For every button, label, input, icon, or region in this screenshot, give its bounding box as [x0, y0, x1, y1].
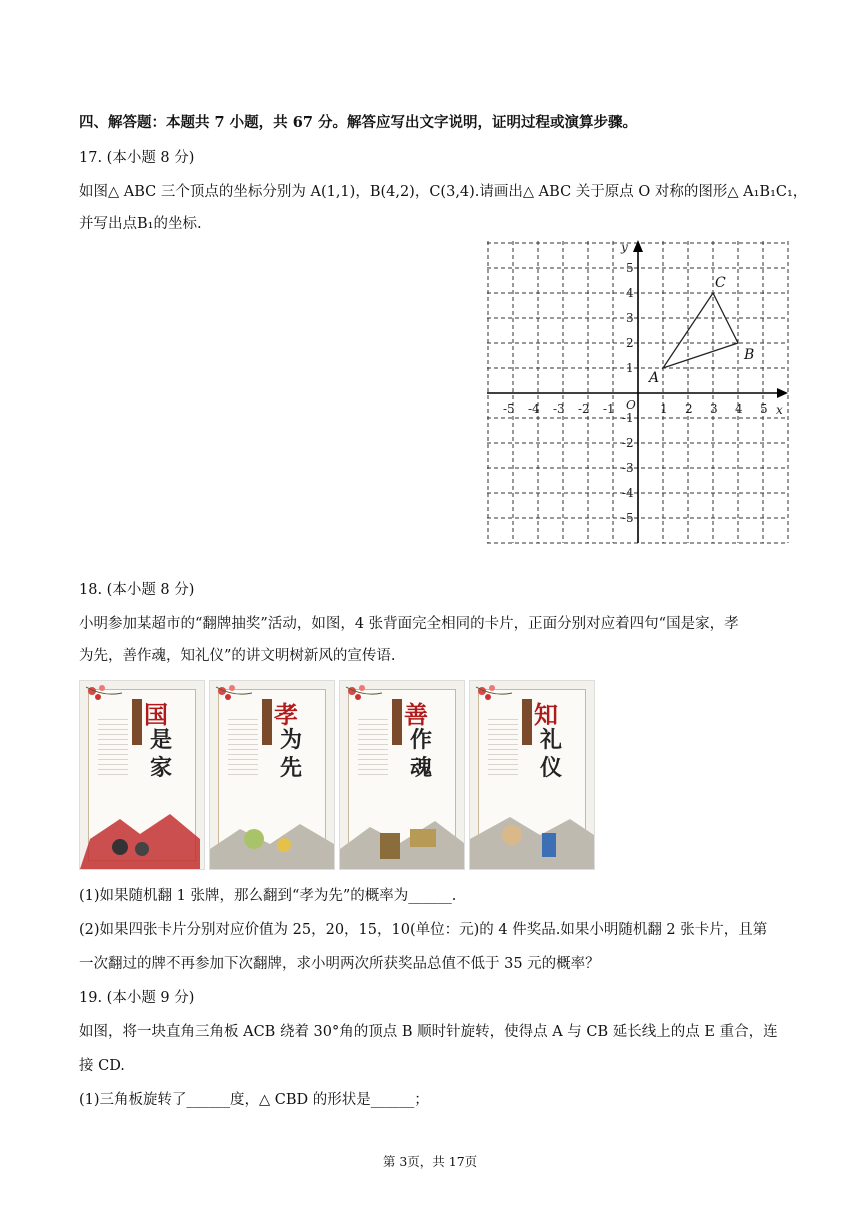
card-2 — [209, 680, 335, 870]
q18-text-line1: 小明参加某超市的“翻牌抽奖”活动，如图，4 张背面完全相同的卡片，正面分别对应着四句“国是家，孝 — [79, 616, 739, 632]
vertex-label-b: B — [744, 347, 755, 363]
x-tick-label: -5 — [503, 402, 515, 416]
card-3 — [339, 680, 465, 870]
q17-header: 17. (本小题 8 分) — [79, 150, 195, 166]
card-3-char2: 作 — [410, 728, 433, 753]
origin-label: O — [626, 398, 636, 412]
x-tick-label: 1 — [660, 402, 668, 416]
card-4-char2: 礼 — [540, 728, 563, 753]
x-tick-label: 2 — [685, 402, 693, 416]
card-3-char1: 善 — [404, 700, 428, 729]
card-2-char3: 先 — [280, 756, 303, 781]
x-tick-label: -3 — [553, 402, 565, 416]
x-tick-label: -2 — [578, 402, 590, 416]
card-1-char2: 是 — [150, 728, 173, 753]
card-2-char1: 孝 — [274, 700, 298, 729]
section-heading: 四、解答题：本题共 7 小题，共 67 分。解答应写出文字说明，证明过程或演算步骤。 — [79, 114, 637, 131]
vertex-label-a: A — [649, 370, 660, 386]
vertex-label-c: C — [715, 275, 726, 291]
x-axis-arrow — [777, 388, 788, 398]
card-2-char2: 为 — [280, 728, 303, 753]
q18-text-line2: 为先，善作魂，知礼仪”的讲文明树新风的宣传语. — [79, 648, 396, 664]
coordinate-grid — [487, 238, 790, 546]
x-tick-label: -4 — [528, 402, 540, 416]
y-tick-label: 2 — [626, 336, 634, 350]
q19-header: 19. (本小题 9 分) — [79, 990, 195, 1006]
card-3-char3: 魂 — [410, 756, 433, 781]
y-tick-label: -2 — [622, 436, 634, 450]
card-1-char3: 家 — [150, 756, 173, 781]
card-4-char1: 知 — [534, 700, 558, 729]
y-tick-label: 4 — [626, 286, 634, 300]
y-tick-label: 3 — [626, 311, 634, 325]
y-tick-label: -3 — [622, 461, 634, 475]
q18-part2-line1: (2)如果四张卡片分别对应价值为 25，20，15，10(单位：元)的 4 件奖品.如果小明随机翻 2 张卡片，且第 — [79, 922, 768, 938]
page-footer: 第 3页，共 17页 — [382, 1154, 478, 1169]
q18-header: 18. (本小题 8 分) — [79, 582, 195, 598]
q19-part1: (1)三角板旋转了______度，△ CBD 的形状是______； — [79, 1092, 429, 1108]
card-1 — [79, 680, 205, 870]
q18-part1: (1)如果随机翻 1 张牌，那么翻到“孝为先”的概率为______. — [79, 888, 457, 904]
x-tick-label: 3 — [710, 402, 718, 416]
y-tick-label: 5 — [626, 261, 634, 275]
y-tick-label: -1 — [622, 411, 634, 425]
x-tick-label: 4 — [735, 402, 743, 416]
x-tick-label: 5 — [760, 402, 768, 416]
q18-part2-line2: 一次翻过的牌不再参加下次翻牌，求小明两次所获奖品总值不低于 35 元的概率？ — [79, 956, 600, 972]
y-axis-label: y — [621, 240, 628, 254]
y-tick-label: -5 — [622, 511, 634, 525]
y-tick-label: -4 — [622, 486, 634, 500]
q17-text-line2: 并写出点B₁的坐标. — [79, 216, 202, 232]
y-axis-arrow — [633, 240, 643, 252]
card-4-char3: 仪 — [540, 756, 563, 781]
card-4 — [469, 680, 595, 870]
q19-text-line1: 如图，将一块直角三角板 ACB 绕着 30°角的顶点 B 顺时针旋转，使得点 A 与 CB 延长线上的点 E 重合，连 — [79, 1024, 778, 1040]
y-tick-label: 1 — [626, 361, 634, 375]
card-1-char1: 国 — [144, 700, 168, 729]
q19-text-line2: 接 CD. — [79, 1058, 125, 1074]
x-axis-label: x — [776, 403, 783, 417]
triangle-abc — [663, 293, 738, 368]
q17-text-line1: 如图△ ABC 三个顶点的坐标分别为 A(1,1)，B(4,2)，C(3,4).请画出△ ABC 关于原点 O 对称的图形△ A₁B₁C₁， — [79, 184, 808, 200]
x-tick-label: -1 — [603, 402, 615, 416]
